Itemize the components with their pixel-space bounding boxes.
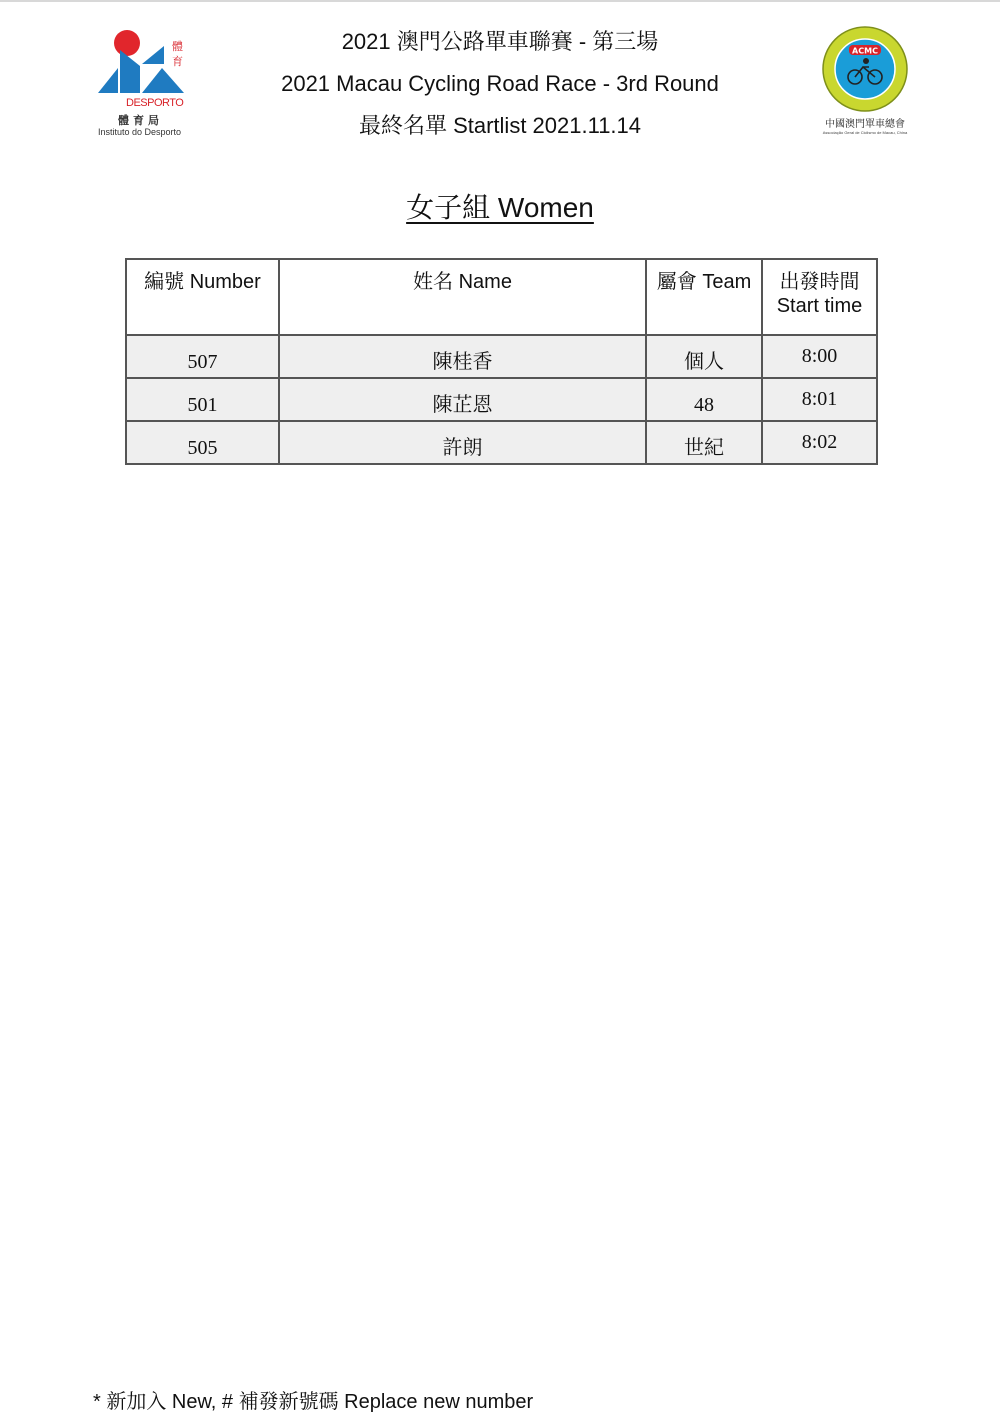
rider-start-time: 8:02 [762, 421, 877, 464]
logo-vertical-text: 體育 [172, 41, 183, 68]
category-title-text: 女子組 Women [406, 192, 594, 223]
header-name: 姓名 Name [279, 259, 646, 335]
logo-chinese-name: 中國澳門單車總會 [825, 119, 905, 130]
table-row [126, 378, 877, 421]
page-top-border [0, 0, 1000, 2]
cycling-association-logo [812, 22, 918, 142]
rider-team: 世紀 [646, 421, 762, 464]
header-team: 屬會 Team [646, 259, 762, 335]
document-header [200, 28, 800, 154]
cycling-association-emblem-icon [822, 25, 908, 113]
rider-number: 505 [126, 421, 279, 464]
logo-portuguese-name: Instituto do Desporto [98, 127, 182, 137]
sports-bureau-logo [90, 26, 200, 141]
header-start-time-english: Start time [776, 295, 863, 317]
rider-team: 48 [646, 378, 762, 421]
table-row [126, 335, 877, 378]
header-number: 編號 Number [126, 259, 279, 335]
footnote-legend: * 新加入 New, # 補發新號碼 Replace new number [93, 1391, 534, 1413]
header-startlist-date: 最終名單 Startlist 2021.11.14 [358, 113, 642, 138]
logo-badge-text: ACMC [852, 46, 878, 56]
rider-name: 陳桂香 [279, 335, 646, 378]
rider-start-time: 8:00 [762, 335, 877, 378]
rider-name: 許朗 [279, 421, 646, 464]
table-row [126, 421, 877, 464]
rider-start-time: 8:01 [762, 378, 877, 421]
rider-name: 陳芷恩 [279, 378, 646, 421]
rider-number: 501 [126, 378, 279, 421]
startlist-table [125, 258, 878, 465]
logo-portuguese-name: Associação Geral de Ciclismo de Macau, China [822, 130, 908, 135]
header-start-time [762, 259, 877, 335]
logo-wordmark: DESPORTO [126, 97, 184, 109]
rider-number: 507 [126, 335, 279, 378]
header-title-chinese: 2021 澳門公路單車聯賽 - 第三場 [341, 29, 659, 54]
table-header-row [126, 259, 877, 335]
rider-team: 個人 [646, 335, 762, 378]
header-start-time-chinese: 出發時間 [779, 271, 860, 293]
header-title-english: 2021 Macau Cycling Road Race - 3rd Round [281, 71, 719, 96]
category-title [0, 186, 1000, 226]
logo-chinese-name: 體育局 [118, 115, 163, 127]
